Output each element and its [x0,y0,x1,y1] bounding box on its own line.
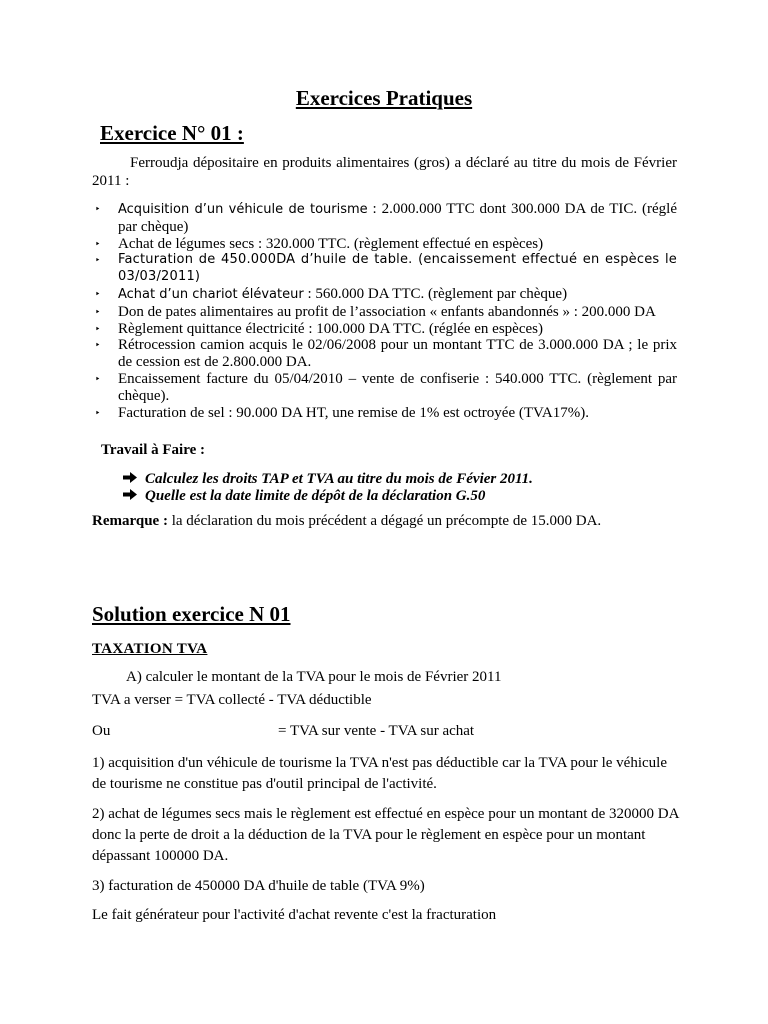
list-item: ‣ Règlement quittance électricité : 100.000 DA TTC. (réglée en espèces) [95,320,543,337]
remarque-note [92,513,601,530]
paragraph-4: Le fait générateur pour l'activité d'achat revente c'est la fracturation [92,907,497,923]
ou-label: Ou [92,723,111,739]
paragraph-3: 3) facturation de 450000 DA d'huile de table (TVA 9%) [92,878,425,894]
list-item: ‣ Facturation de sel : 90.000 DA HT, une remise de 1% est octroyée (TVA17%). [95,404,589,421]
taxation-heading: TAXATION TVA [92,641,208,657]
paragraph-1: 1) acquisition d'un véhicule de tourisme la TVA n'est pas déductible car la TVA pour le véhicule de tourisme ne constitue pas d'outil principal de l'activité. [92,755,667,792]
bullet-marker-icon: ‣ [95,204,101,214]
bullet-marker-icon: ‣ [95,340,101,351]
page-title: Exercices Pratiques [295,86,473,110]
solution-heading: Solution exercice N 01 [92,602,291,626]
remarque-label: Remarque : [92,513,168,529]
exercise-operations-list [92,201,677,421]
bullet-marker-icon: ‣ [95,407,101,418]
step-a: A) calculer le montant de la TVA pour le mois de Février 2011 [126,669,502,685]
list-item: ‣ Achat de légumes secs : 320.000 TTC. (règlement effectué en espèces) [95,235,544,252]
exercise-intro: Ferroudja dépositaire en produits alimentaires (gros) a déclaré au titre du mois de Février 2011 : [92,155,677,189]
exercise-heading: Exercice N° 01 : [100,121,244,145]
list-item: ‣ Encaissement facture du 05/04/2010 – vente de confiserie : 540.000 TTC. (règlement par chèque). [95,370,677,404]
list-item: ‣ Acquisition d’un véhicule de tourisme : 2.000.000 TTC dont 300.000 DA de TIC. (réglé par chèque) [95,201,677,235]
list-item: ‣ Don de pates alimentaires au profit de l’association « enfants abandonnés » : 200.000 DA [95,303,656,320]
bullet-marker-icon: ‣ [95,255,101,266]
remarque-text: la déclaration du mois précédent a dégagé un précompte de 15.000 DA. [167,513,602,529]
tasks-list [123,471,533,505]
task-item: Quelle est la date limite de dépôt de la déclaration G.50 [123,488,533,505]
bullet-marker-icon: ‣ [95,238,101,249]
arrow-right-icon [123,488,145,505]
bullet-marker-icon: ‣ [95,323,101,334]
list-item: ‣ Achat d’un chariot élévateur : 560.000 DA TTC. (règlement par chèque) [95,285,568,302]
formula-line: TVA a verser = TVA collecté - TVA déductible [92,692,372,708]
list-item: ‣ Facturation de 450.000DA d’huile de table. (encaissement effectué en espèces le 03/03/2011) [95,252,677,285]
task-item: Calculez les droits TAP et TVA au titre du mois de Févier 2011. [123,471,533,488]
bullet-marker-icon: ‣ [95,373,101,384]
travail-heading: Travail à Faire : [101,442,206,458]
ou-formula: = TVA sur vente - TVA sur achat [278,723,475,739]
arrow-right-icon [123,471,145,488]
paragraph-2: 2) achat de légumes secs mais le règlement est effectué en espèce pour un montant de 320000 DA donc la perte de droit a la déduction de la TVA pour le règlement en espèce pour un montant dépassant 100000 DA. [92,806,679,864]
formula-alt-line [92,721,682,742]
bullet-marker-icon: ‣ [95,288,101,299]
list-item: ‣ Rétrocession camion acquis le 02/06/2008 pour un montant TTC de 3.000.000 DA ; le prix de cession est de 2.800.000 DA. [95,337,677,371]
bullet-marker-icon: ‣ [95,306,101,317]
